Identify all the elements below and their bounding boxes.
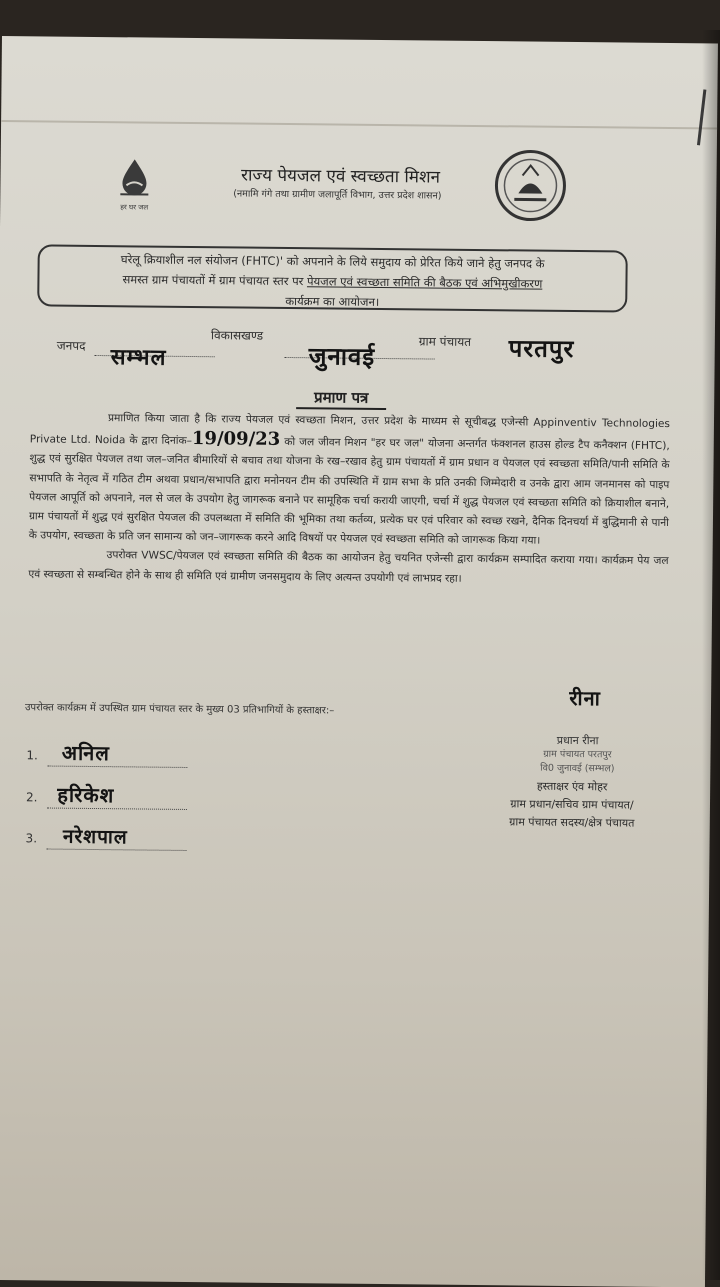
panchayat-label: ग्राम पंचायत bbox=[418, 334, 472, 349]
participant-signature: नरेशपाल bbox=[62, 825, 128, 849]
participant-number: 2. bbox=[25, 790, 38, 805]
participant-line bbox=[47, 781, 187, 810]
participant-signature: अनिल bbox=[61, 740, 111, 766]
banner-underlined: पेयजल एवं स्वच्छता समिति की बैठक एवं अभिमुखीकरण bbox=[306, 274, 543, 291]
banner-line-3: कार्यक्रम का आयोजन। bbox=[285, 293, 380, 309]
stamp-line-1: प्रधान रीना bbox=[556, 733, 599, 748]
document-sheet bbox=[0, 36, 718, 1287]
stamp-line-2: ग्राम पंचायत परतपुर bbox=[543, 748, 612, 761]
caption-line-3: ग्राम पंचायत सदस्य/क्षेत्र पंचायत bbox=[509, 815, 635, 830]
banner-line-1: घरेलू क्रियाशील नल संयोजन (FHTC)' को अपनाने के लिये समुदाय को प्रेरित किये जाने हेतु जनपद के bbox=[120, 252, 545, 271]
block-label: विकासखण्ड bbox=[210, 328, 264, 343]
block-value: जुनावई bbox=[308, 341, 376, 371]
signature-text: रीना bbox=[569, 685, 602, 711]
paper-fold-line bbox=[1, 120, 717, 129]
district-value: सम्भल bbox=[110, 344, 167, 371]
participant-number: 1. bbox=[26, 748, 38, 763]
signatory-caption bbox=[472, 777, 673, 833]
participant-row bbox=[26, 738, 188, 768]
jal-jeevan-logo bbox=[112, 155, 157, 217]
participant-row bbox=[26, 780, 188, 810]
page-edge-shadow bbox=[702, 30, 720, 1280]
up-government-emblem bbox=[490, 145, 571, 226]
water-drop-icon bbox=[112, 155, 156, 199]
certificate-body bbox=[28, 408, 670, 591]
certificate-paragraph-1: प्रमाणित किया जाता है कि राज्य पेयजल एवं स्वच्छता मिशन, उत्तर प्रदेश के माध्यम से सूचीबद्ध एजेन्सी Appinventiv Technologies Private Ltd. Noida के द्वारा दिनांक–19/09/23 को जल जीवन मिशन "हर घर जल" योजना अन्तर्गत फंक्शनल हाउस होल्ड टैप कनैक्शन (FHTC), शुद्ध एवं सुरक्षित पेयजल तथा जल–जनित बीमारियों से बचाव तथा योजना के रख–रखाव हेतु ग्राम पंचायतों में ग्राम प्रधान व पेयजल एवं स्वच्छता समिति/पानी समिति के सभापति के नेतृत्व में गठित टीम अथवा प्रधान/सभापति द्वारा मनोनयन टीम की उपस्थिति में ग्राम सभा के प्रति उनकी जिम्मेदारी व उनके द्वारा आम जनमानस को पाइप पेयजल आपूर्ति को अपनाने, नल से जल के उपयोग हेतु जागरूक बनाने पर सामूहिक चर्चा करायी जाएगी, चर्चा में शुद्ध पेयजल एवं स्वच्छता समिति को क्रियाशील बनाने, ग्राम पंचायतों में शुद्ध एवं सुरक्षित पेयजल की उपलब्धता में समिति की भूमिका तथा कर्तव्य, प्रत्येक घर एवं परिवार को स्वच्छ रखने, दैनिक दिनचर्या में बुद्धिमानी से पानी के उपयोग, स्वच्छता के प्रति जन सामान्य को जन–जागरूक करने आदि विषयों पर पेयजल एवं स्वच्छता समिति को जागरूक किया गया। bbox=[28, 412, 671, 547]
pradhan-signature bbox=[515, 683, 655, 711]
program-date: 19/09/23 bbox=[191, 428, 281, 451]
pradhan-stamp bbox=[512, 733, 642, 776]
caption-line-1: हस्ताक्षर एंव मोहर bbox=[536, 779, 608, 794]
certificate-title: प्रमाण पत्र bbox=[296, 387, 386, 410]
paragraph-1-start: प्रमाणित किया जाता है कि राज्य पेयजल एवं स्वच्छता मिशन, उत्तर प्रदेश के माध्यम से सूचीबद्ध एजेन्सी Appinventiv Technologies Private Ltd. Noida के द्वारा दिनांक bbox=[29, 412, 671, 448]
logo-left-text: हर घर जल bbox=[120, 203, 149, 212]
emblem-icon bbox=[490, 145, 571, 226]
panchayat-value: परतपुर bbox=[508, 333, 575, 364]
banner-line-2-prefix: समस्त ग्राम पंचायतों में ग्राम पंचायत स्तर पर bbox=[122, 272, 308, 289]
paragraph-1-continuation: को जल जीवन मिशन "हर घर जल" योजना अन्तर्गत फंक्शनल हाउस होल्ड टैप कनैक्शन (FHTC), शुद्ध एवं सुरक्षित पेयजल तथा जल–जनित बीमारियों से बचाव तथा योजना के रख–रखाव हेतु ग्राम पंचायतों में ग्राम प्रधान व पेयजल एवं स्वच्छता समिति/पानी समिति के सभापति के नेतृत्व में गठित टीम अथवा प्रधान/सभापति द्वारा मनोनयन टीम की उपस्थिति में ग्राम सभा के प्रति उनकी जिम्मेदारी व उनके द्वारा आम जनमानस को पाइप पेयजल आपूर्ति को अपनाने, नल से जल के उपयोग हेतु जागरूक बनाने पर सामूहिक चर्चा करायी जाएगी, चर्चा में शुद्ध पेयजल एवं स्वच्छता समिति को क्रियाशील बनाने, ग्राम पंचायतों में शुद्ध एवं सुरक्षित पेयजल की उपलब्धता में समिति की भूमिका तथा कर्तव्य, प्रत्येक घर एवं परिवार को स्वच्छ रखने, दैनिक दिनचर्या में बुद्धिमानी से पानी के उपयोग, स्वच्छता के प्रति जन सामान्य को जन–जागरूक करने आदि विषयों पर पेयजल एवं स्वच्छता समिति को जागरूक किया गया। bbox=[28, 436, 670, 547]
participant-row bbox=[25, 822, 187, 851]
participants-intro: उपरोक्त कार्यक्रम में उपस्थित ग्राम पंचायत स्तर के मुख्य 03 प्रतिभागियों के हस्ताक्षर:– bbox=[24, 702, 335, 717]
mission-subtitle: (नमामि गंगे तथा ग्रामीण जलापूर्ति विभाग, उत्तर प्रदेश शासन) bbox=[233, 188, 442, 202]
certificate-paragraph-2: उपरोक्त VWSC/पेयजल एवं स्वच्छता समिति की बैठक का आयोजन हेतु चयनित एजेन्सी द्वारा कार्यक्रम सम्पादित कराया गया। कार्यक्रम पेय जल एवं स्वच्छता से सम्बन्धित होने के साथ ही समिति एवं ग्रामीण जनसमुदाय के लिए अत्यन्त उपयोगी एवं लाभप्रद रहा। bbox=[28, 549, 669, 585]
program-banner bbox=[37, 244, 628, 312]
participant-line bbox=[47, 823, 187, 851]
participant-signature: हरिकेश bbox=[57, 782, 115, 808]
caption-line-2: ग्राम प्रधान/सचिव ग्राम पंचायत/ bbox=[510, 797, 634, 812]
mission-title: राज्य पेयजल एवं स्वच्छता मिशन bbox=[240, 165, 441, 188]
participant-line bbox=[48, 739, 188, 768]
district-label: जनपद bbox=[56, 338, 86, 353]
stamp-line-3: वि0 जुनावई (सम्भल) bbox=[540, 762, 615, 775]
participant-number: 3. bbox=[25, 831, 38, 846]
